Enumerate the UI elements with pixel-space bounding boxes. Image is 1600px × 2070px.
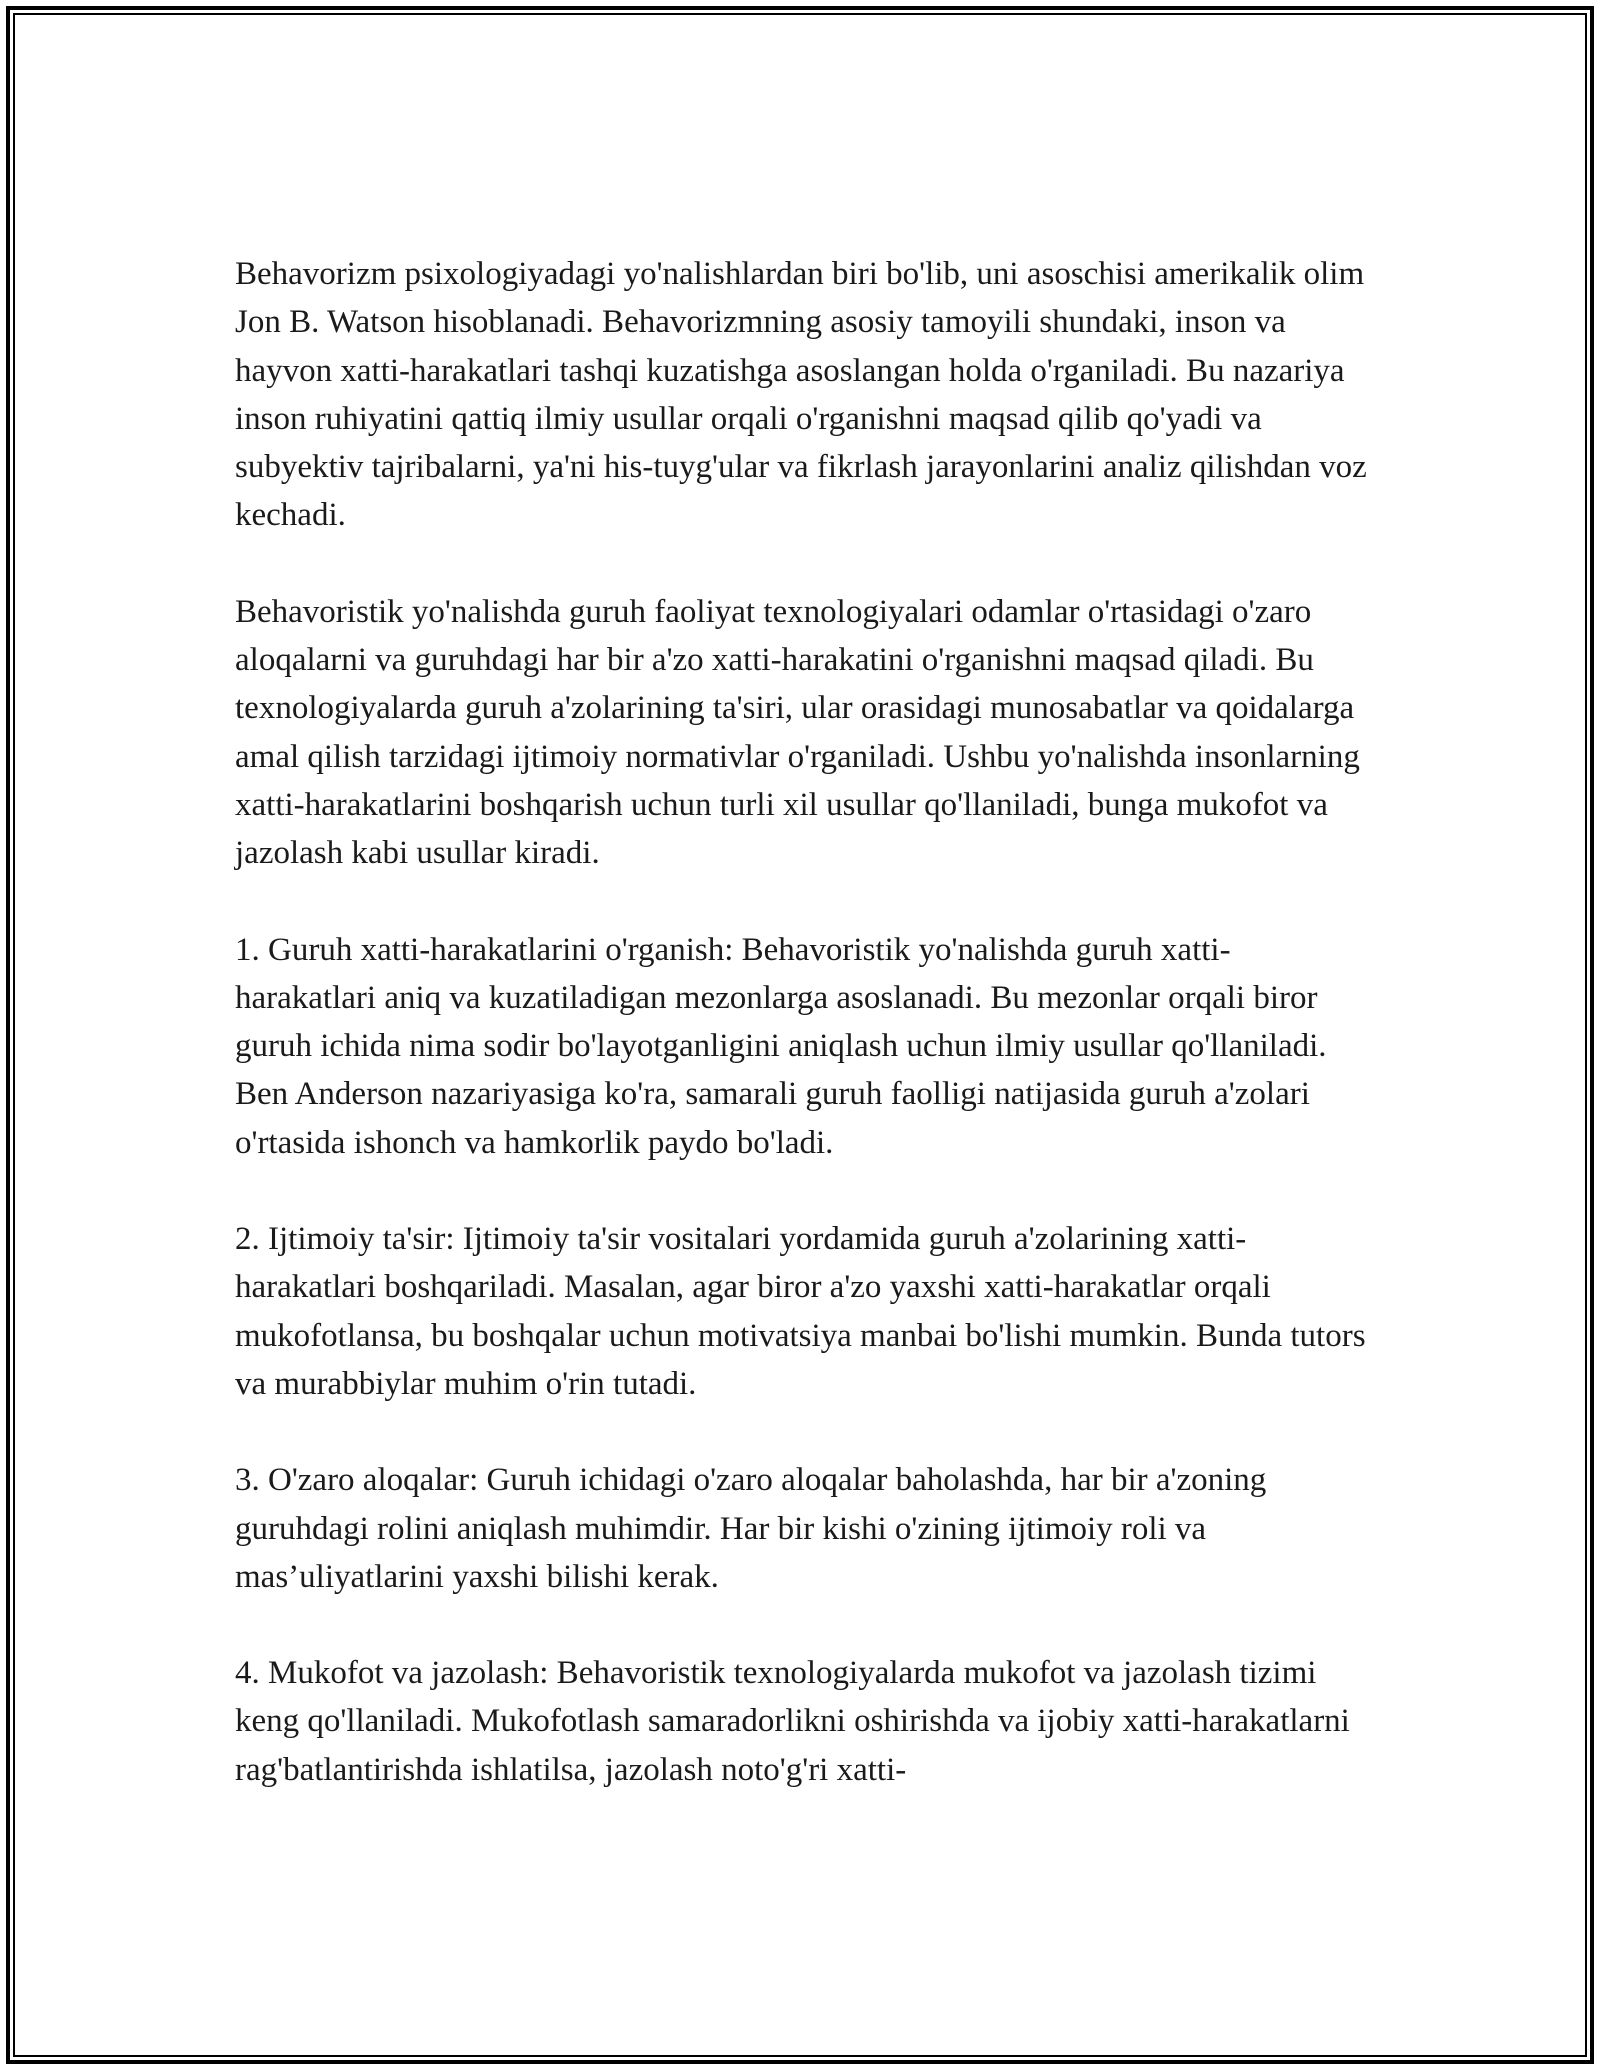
paragraph-item-2: 2. Ijtimoiy ta'sir: Ijtimoiy ta'sir vositalari yordamida guruh a'zolarining xatti-harakatlari boshqariladi. Masalan, agar biror a'zo yaxshi xatti-harakatlar orqali mukofotlansa, bu boshqalar uchun motivatsiya manbai bo'lishi mumkin. Bunda tutors va murabbiylar muhim o'rin tutadi. <box>235 1221 1366 1402</box>
paragraph-item-1: 1. Guruh xatti-harakatlarini o'rganish: Behavoristik yo'nalishda guruh xatti-harakatlari aniq va kuzatiladigan mezonlarga asoslanadi. Bu mezonlar orqali biror guruh ichida nima sodir bo'layotganligini aniqlash uchun ilmiy usullar qo'llaniladi. Ben Anderson nazariyasiga ko'ra, samarali guruh faolligi natijasida guruh a'zolari o'rtasida ishonch va hamkorlik paydo bo'ladi. <box>235 931 1327 1161</box>
document-body <box>235 250 1370 1842</box>
paragraph-behaviorism-intro: Behavorizm psixologiyadagi yo'nalishlardan biri bo'lib, uni asoschisi amerikalik olim Jon B. Watson hisoblanadi. Behavorizmning asosiy tamoyili shundaki, inson va hayvon xatti-harakatlari tashqi kuzatishga asoslangan holda o'rganiladi. Bu nazariya inson ruhiyatini qattiq ilmiy usullar orqali o'rganishni maqsad qilib qo'yadi va subyektiv tajribalarni, ya'ni his-tuyg'ular va fikrlash jarayonlarini analiz qilishdan voz kechadi. <box>235 256 1367 534</box>
paragraph-item-3: 3. O'zaro aloqalar: Guruh ichidagi o'zaro aloqalar baholashda, har bir a'zoning guruhdagi rolini aniqlash muhimdir. Har bir kishi o'zining ijtimoiy roli va mas’uliyatlarini yaxshi bilishi kerak. <box>235 1462 1267 1595</box>
paragraph-item-4: 4. Mukofot va jazolash: Behavoristik texnologiyalarda mukofot va jazolash tizimi keng qo'llaniladi. Mukofotlash samaradorlikni oshirishda va ijobiy xatti-harakatlarni rag'batlantirishda ishlatilsa, jazolash noto'g'ri xatti- <box>235 1655 1350 1788</box>
paragraph-group-technologies: Behavoristik yo'nalishda guruh faoliyat texnologiyalari odamlar o'rtasidagi o'zaro aloqalarni va guruhdagi har bir a'zo xatti-harakatini o'rganishni maqsad qiladi. Bu texnologiyalarda guruh a'zolarining ta'siri, ular orasidagi munosabatlar va qoidalarga amal qilish tarzidagi ijtimoiy normativlar o'rganiladi. Ushbu yo'nalishda insonlarning xatti-harakatlarini boshqarish uchun turli xil usullar qo'llaniladi, bunga mukofot va jazolash kabi usullar kiradi. <box>235 593 1360 872</box>
